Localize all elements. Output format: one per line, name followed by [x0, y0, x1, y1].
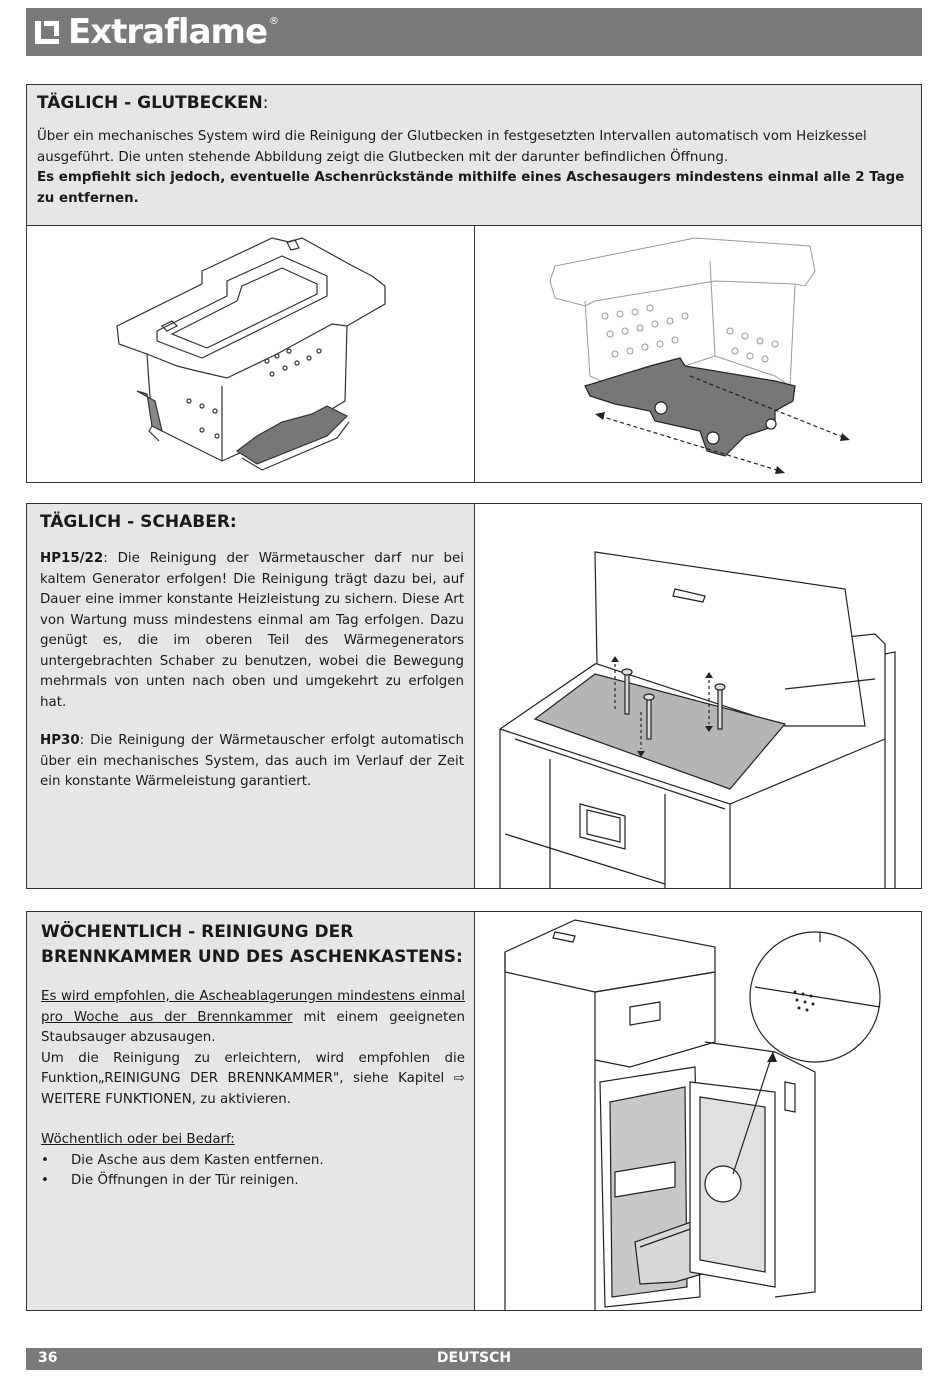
- section-title: WÖCHENTLICH - REINIGUNG DER BRENNKAMMER UND DES ASCHENKASTENS:: [41, 922, 463, 967]
- section-title: TÄGLICH - GLUTBECKEN:: [37, 93, 269, 113]
- page-number: 36: [38, 1350, 58, 1366]
- footer-bar: [26, 1348, 922, 1370]
- task-list: [41, 1151, 465, 1192]
- logo-mark-icon: [32, 17, 62, 47]
- brand-logo: [32, 12, 279, 52]
- list-item: • Die Asche aus dem Kasten entfernen.: [41, 1151, 465, 1172]
- paragraph-bold: Es empfiehlt sich jedoch, eventuelle Aschenrückstände mithilfe eines Aschesaugers mindestens einmal alle 2 Tage zu entfernen.: [37, 170, 905, 206]
- heat-exchanger-scraper-illustration: [475, 504, 921, 888]
- section-schaber-text: [26, 503, 475, 889]
- section-glutbecken-text: [26, 84, 922, 226]
- glutbecken-figure-left: [26, 225, 475, 483]
- section-title: TÄGLICH - SCHABER:: [40, 512, 237, 532]
- footer-language: DEUTSCH: [436, 1350, 512, 1366]
- header-bar: [26, 8, 922, 56]
- paragraph-hp15-22: HP15/22: Die Reinigung der Wärmetauscher darf nur bei kaltem Generator erfolgen! Die Reinigung trägt dazu bei, auf Dauer eine immer konstante Heizleistung zu sichern. Diese Art von Wartung muss mindestens einmal am Tag erfolgen. Dazu genügt es, die im oberen Teil des Wärmegenerators untergebrachten Schaber zu benutzen, wobei die Bewegung mehrmals von unten nach oben und umgekehrt zu erfolgen hat.: [40, 551, 464, 710]
- schaber-figure: [474, 503, 922, 889]
- burn-pot-opening-illustration: [475, 226, 921, 482]
- list-item: • Die Öffnungen in der Tür reinigen.: [41, 1171, 465, 1192]
- list-title: Wöchentlich oder bei Bedarf:: [41, 1132, 235, 1147]
- paragraph-hp30: HP30: Die Reinigung der Wärmetauscher erfolgt automatisch über ein mechanisches System, das auch im Verlauf der Zeit ein konstante Wärmeleistung garantiert.: [40, 733, 464, 789]
- arrow-right-icon: ⇨: [453, 1071, 465, 1086]
- paragraph: Über ein mechanisches System wird die Reinigung der Glutbecken in festgesetzten Intervallen automatisch vom Heizkessel ausgeführt. Die unten stehende Abbildung zeigt die Glutbecken mit der darunter befindlichen Öffnung.: [37, 129, 867, 165]
- section-brennkammer-text: [26, 911, 475, 1311]
- brennkammer-figure: [474, 911, 922, 1311]
- burn-pot-illustration: [27, 226, 474, 482]
- brand-name: Extraflame: [68, 12, 267, 52]
- boiler-open-door-illustration: [475, 912, 921, 1310]
- paragraph-function: Um die Reinigung zu erleichtern, wird empfohlen die Funktion„REINIGUNG DER BRENNKAMMER", siehe Kapitel ⇨ WEITERE FUNKTIONEN, zu aktivieren.: [41, 1050, 465, 1107]
- registered-mark: ®: [269, 16, 279, 27]
- glutbecken-figure-right: [474, 225, 922, 483]
- paragraph-recommendation: Es wird empfohlen, die Ascheablagerungen mindestens einmal pro Woche aus der Brennkammer mit einem geeigneten Staubsauger abzusaugen.: [41, 989, 465, 1045]
